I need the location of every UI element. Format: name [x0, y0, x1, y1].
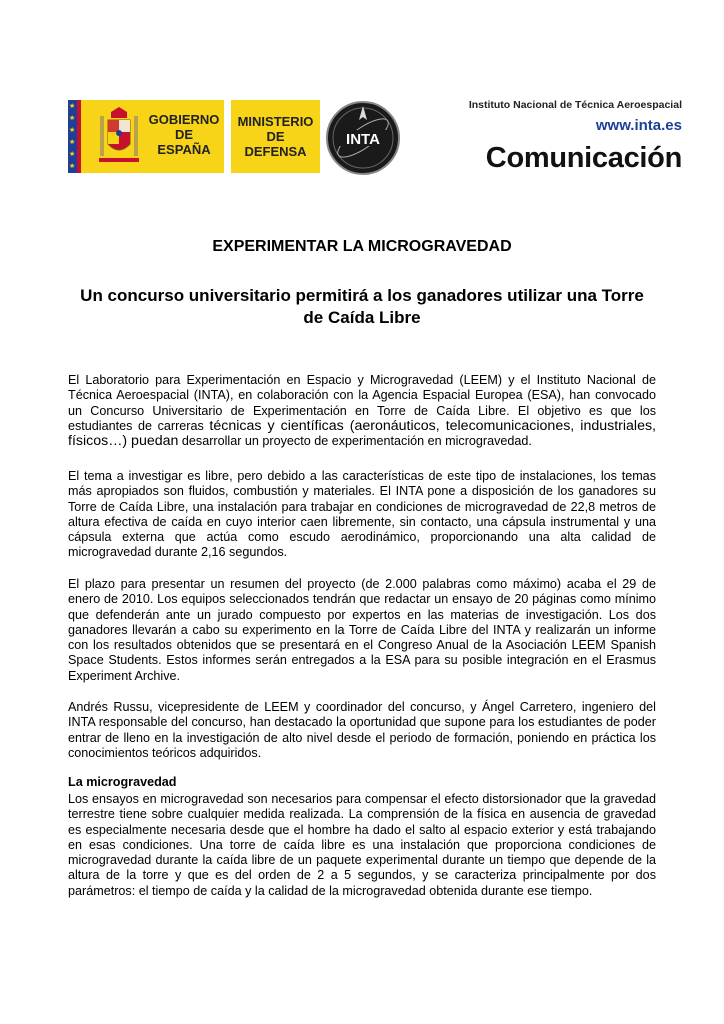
ministerio-line: DE: [266, 129, 285, 144]
website-link[interactable]: www.inta.es: [595, 117, 682, 134]
page-title: EXPERIMENTAR LA MICROGRAVEDAD: [212, 238, 512, 255]
paragraph-5: Los ensayos en microgravedad son necesarios para compensar el efecto distorsionador que la gravedad terrestre tiene sobre cualquier medida realizada. La comprensión de la física en ausencia de gravedad es especialmente necesaria desde que el hombre ha dado el salto al espacio exterior y está trabajando en esas condiciones. Una torre de caída libre es una instalación que proporciona condiciones de microgravedad durante la caída libre de un paquete experimental durante un tiempo que depende de la altura de la torre y que es del orden de 2 a 5 segundos, y se caracteriza principalmente por dos parámetros: el tiempo de caída y la calidad de la microgravedad obtenida durante ese tiempo.: [68, 792, 656, 898]
section-heading: La microgravedad: [68, 775, 177, 789]
gobierno-text: [146, 112, 222, 157]
paragraph-3: El plazo para presentar un resumen del proyecto (de 2.000 palabras como máximo) acaba el 29 de enero de 2010. Los equipos seleccionados tendrán que redactar un ensayo de 20 páginas como mínimo que defenderán ante un jurado compuesto por expertos en las materias de investigación. Los dos ganadores llevarán a cabo su experimento en la Torre de Caída Libre del INTA y realizarán un informe con los resultados obtenidos que se presentará en el Congreso Anual de la Asociación LEEM Spanish Space Students. Estos informes serán entregados a la ESA para su posible integración en el Erasmus Experiment Archive.: [68, 577, 656, 683]
gobierno-line: ESPAÑA: [157, 142, 211, 157]
eu-star-icon: ★: [69, 126, 76, 134]
eu-star-icon: ★: [69, 102, 76, 110]
section-title: Comunicación: [485, 142, 682, 174]
eu-flag-strip: [68, 100, 91, 173]
paragraph-4: Andrés Russu, vicepresidente de LEEM y coordinador del concurso, y Ángel Carretero, ingeniero del INTA responsable del concurso, han destacado la oportunidad que supone para los estudiantes de poder entrar de lleno en la investigación de alto nivel desde el periodo de formación, poniendo en práctica los conocimientos teóricos adquiridos.: [68, 700, 656, 760]
paragraph-1-part-b: técnicas y científicas (aeronáuticos, telecomunicaciones, industriales, físicos…) puedan: [68, 417, 656, 450]
paragraph-1-part-c: desarrollar un proyecto de experimentación en microgravedad.: [178, 434, 532, 449]
paragraph-1: [68, 373, 656, 449]
gobierno-line: DE: [174, 127, 194, 142]
gobierno-line: GOBIERNO: [148, 112, 220, 127]
eu-star-icon: ★: [69, 139, 76, 147]
coat-of-arms-icon: [97, 106, 141, 168]
page-subtitle: Un concurso universitario permitirá a los ganadores utilizar una Torre de Caída Libre: [80, 286, 644, 327]
gobierno-de-espana-logo: [91, 100, 224, 173]
inta-logo-text: INTA: [346, 131, 380, 148]
ministerio-defensa-logo: [231, 100, 320, 173]
paragraph-2: El tema a investigar es libre, pero debido a las características de este tipo de instalaciones, los temas más apropiados son fluidos, combustión y materiales. El INTA pone a disposición de los ganadores su Torre de Caída Libre, una instalación para trabajar en condiciones de microgravedad de 22,8 metros de altura efectiva de caída en cuyo interior caen libremente, sin contacto, una cápsula instrumental y una cápsula externa que actúa como escudo aerodinámico, proporcionando una alta calidad de microgravedad durante 2,16 segundos.: [68, 469, 656, 560]
ministerio-line: DEFENSA: [244, 144, 307, 159]
paragraph-1-part-a: El Laboratorio para Experimentación en Espacio y Microgravedad (LEEM) y el Instituto Nacional de Técnica Aeroespacial (INTA), en colaboración con la Agencia Espacial Europea (ESA), han convocado un Concurso Universitario de Experimentación en Torre de Caída Libre. El objetivo es que los estudiantes de carreras: [68, 373, 656, 433]
eu-star-icon: ★: [69, 114, 76, 122]
eu-star-icon: ★: [69, 151, 76, 159]
eu-star-icon: ★: [69, 163, 76, 171]
institute-name: Instituto Nacional de Técnica Aeroespacial: [468, 99, 682, 111]
ministerio-line: MINISTERIO: [237, 114, 314, 129]
ministerio-text: [231, 114, 320, 159]
